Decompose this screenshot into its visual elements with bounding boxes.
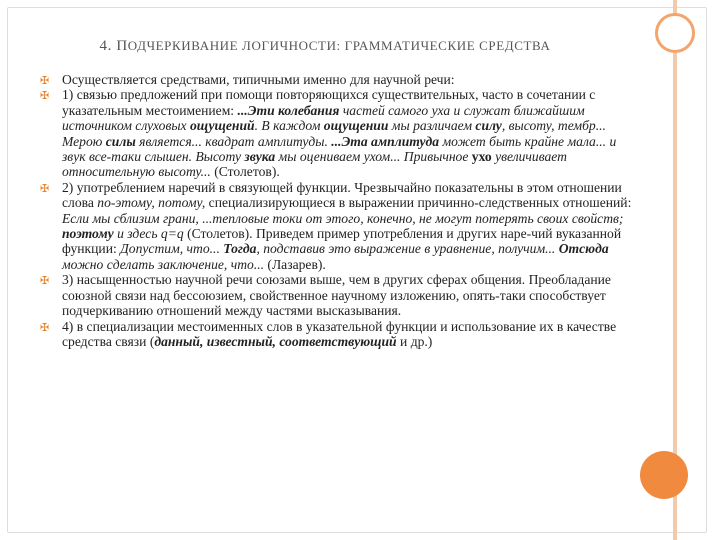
p1-italic: , высоту, тембр... Мерою — [62, 118, 606, 149]
p2-emph: Тогда — [219, 241, 257, 257]
bottom-circle-ornament — [640, 451, 688, 499]
p2-text: (Столетов). Приведем пример употребления и других наре-чий вуказанной функции: — [62, 226, 622, 257]
p1-emph: ощущений — [189, 118, 255, 134]
p1-italic: мы различаем — [388, 118, 476, 134]
bullet-ornament-icon: ✠ — [40, 74, 50, 87]
p1-italic: мы оцениваем ухом... Привычное — [275, 149, 472, 165]
p1-emph: ухо — [471, 149, 492, 165]
p2-emph: поэтому — [62, 226, 114, 242]
bullet-item-2 — [40, 180, 640, 272]
bullet-ornament-icon: ✠ — [40, 274, 50, 288]
p4-text: и др.) — [396, 333, 433, 349]
slide-title — [0, 38, 650, 55]
p1-text: (Столетов). — [210, 164, 280, 180]
title-prefix: 4. П — [99, 38, 128, 54]
p1-emph: ...Эти колебания — [237, 102, 340, 118]
p1-emph: силу — [475, 118, 502, 134]
p2-italic: и здесь q=q — [113, 226, 184, 242]
p1-italic: может быть крайне мала... и звук все-таки слышен. Высоту — [62, 133, 617, 165]
p2-text: специализирующиеся в выражении причинно-следственных отношений: — [205, 195, 632, 211]
p1-italic: . В каждом — [254, 118, 324, 134]
p4-text: 4) в специализации местоименных слов в указательной функции и использование их в качестве средства связи ( — [62, 318, 617, 349]
slide-content — [40, 72, 640, 349]
p2-italic: Если мы сблизим грани, ...тепловые токи от этого, конечно, не могут потерять своих свойств; — [62, 210, 624, 226]
p1-emph: силы — [105, 133, 136, 149]
title-rest: ОДЧЕРКИВАНИЕ ЛОГИЧНОСТИ: ГРАММАТИЧЕСКИЕ СРЕДСТВА — [127, 38, 551, 53]
p1-emph: звука — [244, 149, 276, 165]
intro-text: Осуществляется средствами, типичными именно для научной речи: — [62, 72, 455, 87]
p1-emph: ...Эта амплитуда — [331, 133, 440, 149]
top-ring-ornament — [655, 13, 695, 53]
bullet-item-4 — [40, 319, 640, 350]
p2-italic: , подставив это выражение в уравнение, получим... — [256, 241, 556, 257]
p3-text: 3) насыщенностью научной речи союзами выше, чем в других сферах общения. Преобладание союзной связи над бессоюзием, свойственное научному изложению, опять-таки способствует подчеркиванию отношений между частями высказывания. — [62, 272, 611, 319]
p2-text: 2) употреблением наречий в связующей функции. Чрезвычайно показательны в этом отношении слова — [62, 179, 622, 211]
bullet-ornament-icon: ✠ — [40, 320, 50, 334]
p2-italic: можно сделать заключение, что... — [62, 256, 265, 272]
p4-emph: данный, известный, соответствующий — [154, 333, 397, 349]
p1-emph: ощущении — [323, 118, 389, 134]
bullet-item-1 — [40, 87, 640, 179]
p2-italic: по-этому, потому, — [97, 195, 206, 211]
p1-italic: является... квадрат амплитуды. — [135, 133, 332, 149]
p2-text: (Лазарев). — [264, 256, 326, 272]
bullet-item-3 — [40, 272, 640, 318]
bullet-ornament-icon: ✠ — [40, 89, 50, 103]
bullet-intro — [40, 72, 640, 87]
p1-italic: частей самого уха и служат ближайшим источником слуховых — [62, 102, 585, 134]
p1-text: 1) связью предложений при помощи повторяющихся существительных, часто в сочетании с указательным местоимением: — [62, 87, 596, 118]
p2-italic: Допустим, что... — [120, 241, 220, 257]
bullet-ornament-icon: ✠ — [40, 181, 50, 195]
p2-emph: Отсюда — [555, 241, 609, 257]
p1-italic: увеличивает относительную высоту... — [62, 149, 567, 180]
